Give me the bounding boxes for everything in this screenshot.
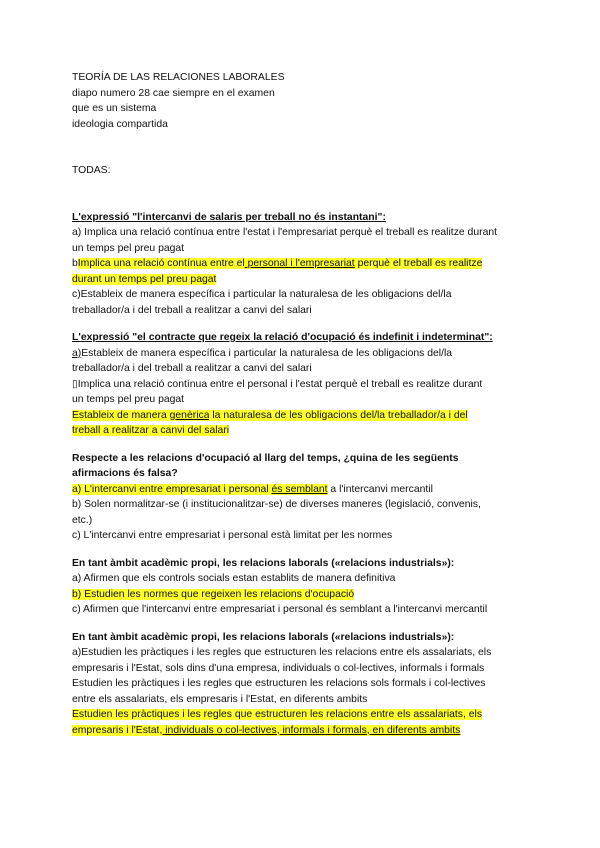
answer-c-cont: empresaris i l'Estat, individuals o col-lectives, informals i formals, en diferents ambits: [72, 724, 461, 736]
answer-c: Estudien les pràctiques i les regles que estructuren les relacions entre els assalariats, els: [72, 709, 483, 720]
answer-c: Estableix de manera genèrica la naturalesa de les obligacions del/la treballador/a i del: [72, 409, 468, 421]
question-title: En tant àmbit acadèmic propi, les relacions laborals («relacions industrials»):: [72, 631, 455, 643]
note-line: diapo numero 28 cae siempre en el examen: [72, 87, 275, 99]
question-title: L'expressió "el contracte que regeix la relació d'ocupació és indefinit i indeterminat":: [72, 332, 493, 343]
answer-a: a) L'intercanvi entre empresariat i personal és semblant a l'intercanvi mercantil: [72, 483, 433, 495]
answer-a-cont: treballador/a i del treball a realitzar a canvi del salari: [72, 363, 312, 374]
answer-c: c) L'intercanvi entre empresariat i personal està limitat per les normes: [72, 530, 393, 541]
todas-label: TODAS:: [72, 165, 111, 176]
answer-a: a) Afirmen que els controls socials estan establits de manera definitiva: [72, 573, 396, 584]
answer-a: a) Implica una relació contínua entre l'estat i l'empresariat perquè el treball es realitze durant: [72, 227, 498, 238]
question-5: [72, 630, 542, 739]
answer-c: c) Afirmen que l'intercanvi entre empresariat i personal és semblant a l'intercanvi mercantil: [72, 604, 488, 615]
question-3: [72, 451, 542, 544]
question-4: [72, 556, 542, 618]
question-title-cont: afirmacions és falsa?: [72, 468, 178, 479]
answer-a-cont: un temps pel preu pagat: [72, 242, 185, 254]
question-title: En tant àmbit acadèmic propi, les relacions laborals («relacions industrials»):: [72, 557, 455, 569]
answer-b-cont: un temps pel preu pagat: [72, 394, 185, 405]
answer-b-cont: etc.): [72, 514, 93, 526]
question-title: Respecte a les relacions d'ocupació al llarg del temps, ¿quina de les següents: [72, 452, 459, 464]
question-title: L'expressió "l'intercanvi de salaris per treball no és instantani":: [72, 211, 386, 223]
answer-a: a)Estableix de manera específica i particular la naturalesa de les obligacions del/la: [72, 347, 453, 359]
question-2: [72, 330, 542, 439]
question-1: [72, 210, 542, 319]
answer-b: b) Estudien les normes que regeixen les relacions d'ocupació: [72, 588, 355, 600]
answer-b-cont: durant un temps pel preu pagat: [72, 273, 217, 285]
document-title: TEORÍA DE LAS RELACIONES LABORALES: [72, 72, 285, 83]
answer-c-cont: treballador/a i del treball a realitzar a canvi del salari: [72, 304, 312, 316]
answer-b: ▯Implica una relació contínua entre el personal i l'estat perquè el treball es realitze durant: [72, 378, 483, 390]
answer-a-cont: empresaris i l'Estat, sols dins d'una empresa, individuals o col-lectives, informals i formals: [72, 662, 485, 674]
answer-b: b) Solen normalitzar-se (i institucionalitzar-se) de diverses maneres (legislació, convenis,: [72, 499, 481, 510]
answer-b-cont: entre els assalariats, els empresaris i l'Estat, en diferents ambits: [72, 693, 368, 705]
answer-c-cont: treball a realitzar a canvi del salari: [72, 425, 230, 436]
answer-b: Estudien les pràctiques i les regles que estructuren les relacions sols formals i col-lectives: [72, 678, 486, 689]
answer-b: bImplica una relació contínua entre el personal i l'empresariat perquè el treball es realitze: [72, 258, 483, 269]
answer-a: a)Estudien les pràctiques i les regles que estructuren les relacions entre els assalariats, els: [72, 647, 492, 658]
note-line: que es un sistema: [72, 103, 157, 114]
note-line: ideologia compartida: [72, 118, 168, 130]
document-page: [72, 70, 542, 738]
answer-c: c)Estableix de manera específica i particular la naturalesa de les obligacions del/la: [72, 289, 452, 300]
